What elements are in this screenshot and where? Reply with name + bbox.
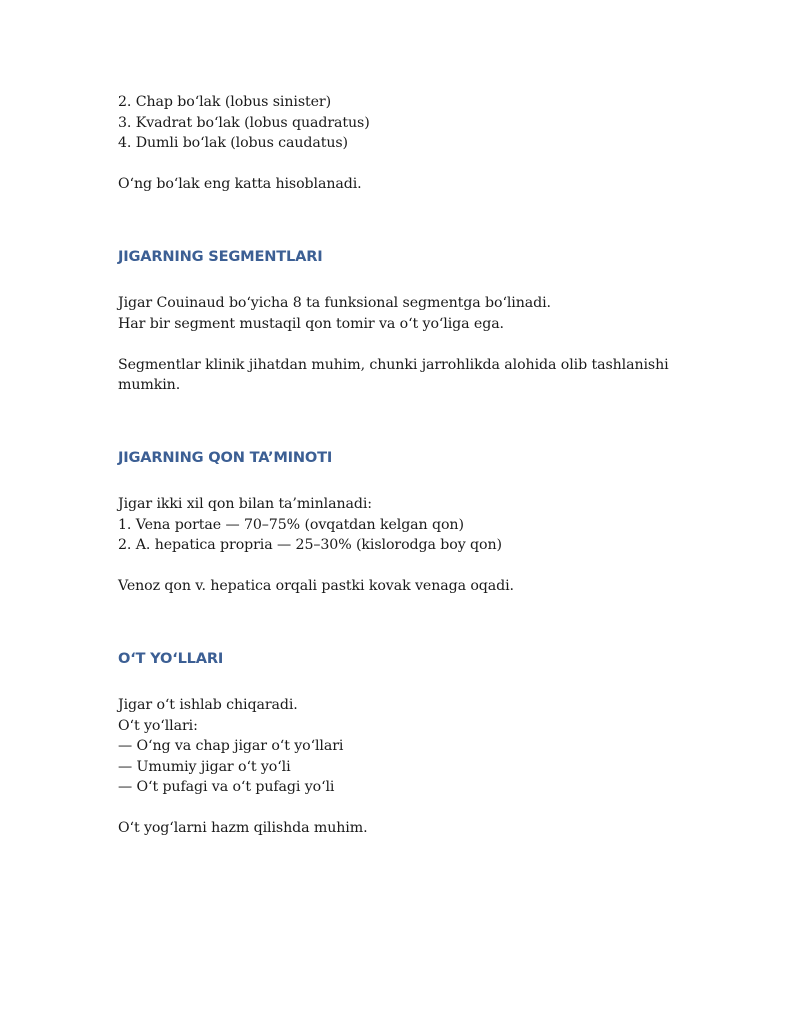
list-item: 2. A. hepatica propria — 25–30% (kislorodga boy qon)	[118, 537, 502, 554]
paragraph-line: Segmentlar klinik jihatdan muhim, chunki jarrohlikda alohida olib tashlanishi	[118, 356, 669, 373]
list-item: 3. Kvadrat bo‘lak (lobus quadratus)	[118, 114, 370, 131]
paragraph-line: O‘t yog‘larni hazm qilishda muhim.	[118, 820, 368, 837]
section-heading: JIGARNING SEGMENTLARI	[118, 247, 323, 265]
paragraph-line: O‘ng bo‘lak eng katta hisoblanadi.	[118, 176, 362, 193]
list-item: 1. Vena portae — 70–75% (ovqatdan kelgan qon)	[118, 516, 464, 533]
section-heading: O‘T YO‘LLARI	[118, 649, 224, 667]
paragraph-line: Jigar ikki xil qon bilan ta’minlanadi:	[118, 495, 372, 512]
paragraph-line: mumkin.	[118, 377, 181, 394]
paragraph-line: Venoz qon v. hepatica orqali pastki kovak venaga oqadi.	[118, 578, 514, 595]
list-item: 4. Dumli bo‘lak (lobus caudatus)	[118, 135, 348, 152]
section-segments	[118, 247, 678, 396]
list-item: 2. Chap bo‘lak (lobus sinister)	[118, 94, 332, 110]
section-bile-ducts	[118, 649, 678, 839]
section-blood-supply	[118, 448, 678, 597]
lobes-list	[118, 92, 678, 154]
paragraph-line: Har bir segment mustaqil qon tomir va o‘t yo‘liga ega.	[118, 315, 504, 332]
document-body	[118, 92, 678, 839]
list-item: — O‘t pufagi va o‘t pufagi yo‘li	[118, 779, 335, 796]
section-heading: JIGARNING QON TA’MINOTI	[118, 448, 333, 466]
paragraph-line: O‘t yo‘llari:	[118, 717, 198, 734]
list-item: — Umumiy jigar o‘t yo‘li	[118, 758, 291, 775]
paragraph-line: Jigar o‘t ishlab chiqaradi.	[118, 696, 298, 713]
paragraph-line: Jigar Couinaud bo‘yicha 8 ta funksional segmentga bo‘linadi.	[118, 294, 551, 311]
list-item: — O‘ng va chap jigar o‘t yo‘llari	[118, 738, 344, 755]
